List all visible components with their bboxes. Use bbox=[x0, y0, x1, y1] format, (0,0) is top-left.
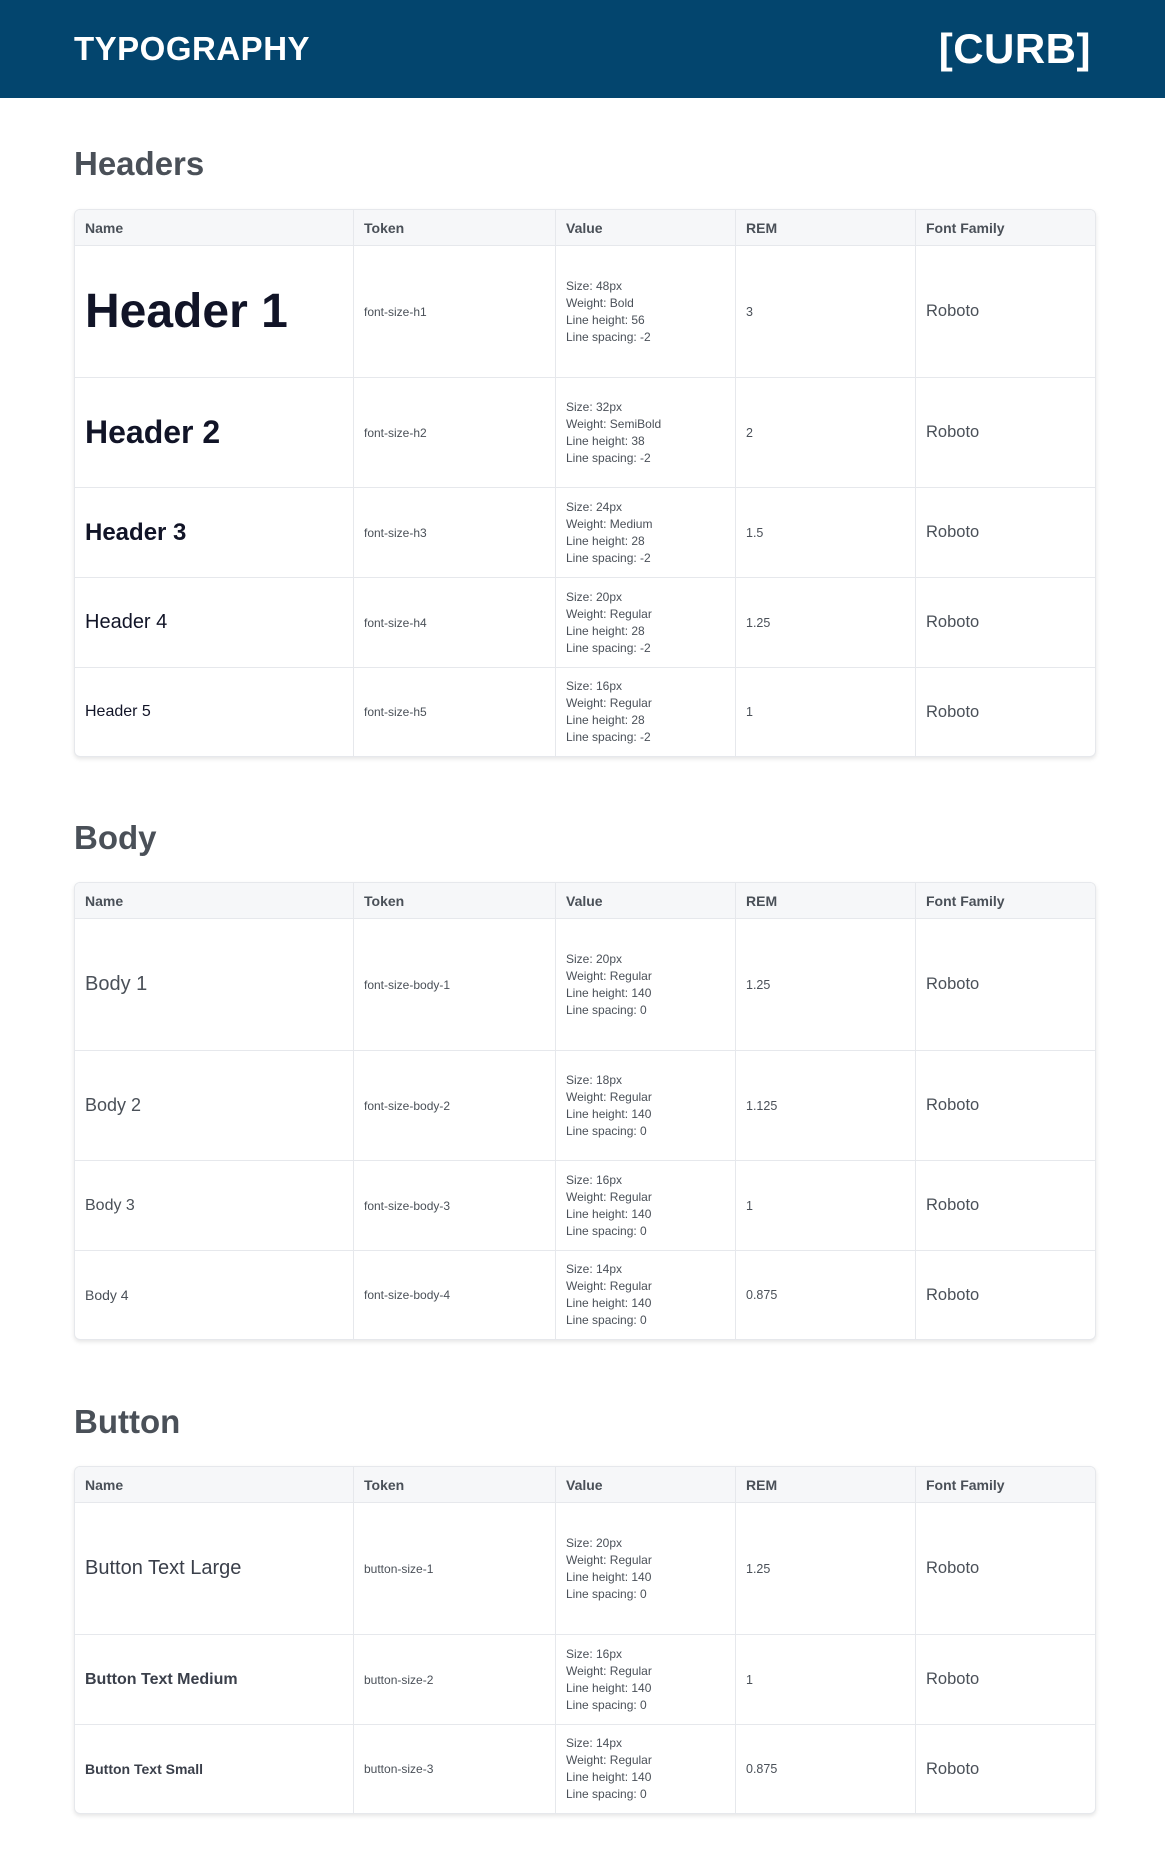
column-header-value: Value bbox=[555, 1467, 735, 1502]
value-line-height: Line height: 140 bbox=[566, 1106, 652, 1121]
column-header-rem: REM bbox=[735, 883, 915, 918]
value-line-height: Line height: 28 bbox=[566, 713, 645, 727]
table-row bbox=[75, 487, 1095, 577]
type-rem: 1.5 bbox=[746, 525, 764, 540]
button-section bbox=[74, 1394, 1094, 1801]
headers-table bbox=[74, 209, 1096, 757]
value-line-spacing: Line spacing: 0 bbox=[566, 1123, 647, 1138]
type-token: button-size-1 bbox=[364, 1561, 434, 1576]
value-size: Size: 16px bbox=[566, 1646, 623, 1661]
top-bar bbox=[0, 0, 1165, 98]
value-weight: Weight: Regular bbox=[566, 1552, 652, 1567]
type-rem: 1.125 bbox=[746, 1098, 778, 1113]
column-header-font-family: Font Family bbox=[915, 883, 1095, 918]
column-header-font-family: Font Family bbox=[915, 210, 1095, 245]
table-row bbox=[75, 1634, 1095, 1724]
type-name: Header 2 bbox=[85, 414, 221, 450]
value-size: Size: 16px bbox=[566, 679, 623, 693]
type-name: Header 5 bbox=[85, 703, 151, 720]
type-token: font-size-body-3 bbox=[364, 1198, 451, 1213]
type-token: font-size-h3 bbox=[364, 525, 427, 540]
value-weight: Weight: Regular bbox=[566, 606, 652, 621]
value-line-height: Line height: 140 bbox=[566, 1680, 652, 1695]
type-token: font-size-h1 bbox=[364, 304, 427, 319]
table-row bbox=[75, 667, 1095, 756]
type-value bbox=[555, 919, 735, 1050]
column-header-font-family: Font Family bbox=[915, 1467, 1095, 1502]
type-font-family: Roboto bbox=[926, 1096, 980, 1114]
type-name: Body 4 bbox=[85, 1287, 129, 1303]
type-rem: 1.25 bbox=[746, 615, 771, 630]
body-section bbox=[74, 810, 1094, 1327]
value-line-spacing: Line spacing: 0 bbox=[566, 1787, 647, 1801]
type-name: Body 2 bbox=[85, 1095, 142, 1115]
type-font-family: Roboto bbox=[926, 1759, 980, 1778]
type-font-family: Roboto bbox=[926, 423, 980, 441]
type-value bbox=[555, 1635, 735, 1724]
curb-logo: [CURB] bbox=[938, 25, 1091, 72]
type-rem: 1 bbox=[746, 1198, 753, 1213]
type-rem: 1 bbox=[746, 1672, 753, 1687]
button-table bbox=[74, 1466, 1096, 1814]
value-line-height: Line height: 28 bbox=[566, 623, 645, 638]
type-name: Body 3 bbox=[85, 1196, 135, 1214]
type-token: button-size-2 bbox=[364, 1672, 434, 1687]
column-header-value: Value bbox=[555, 210, 735, 245]
value-line-spacing: Line spacing: 0 bbox=[566, 1313, 647, 1327]
type-value bbox=[555, 378, 735, 487]
type-token: font-size-h5 bbox=[364, 705, 427, 719]
value-line-height: Line height: 38 bbox=[566, 433, 645, 448]
type-rem: 2 bbox=[746, 425, 753, 440]
type-value bbox=[555, 488, 735, 577]
type-font-family: Roboto bbox=[926, 302, 980, 320]
type-value bbox=[555, 1503, 735, 1634]
column-header-token: Token bbox=[353, 883, 555, 918]
section-title: Button bbox=[74, 1403, 181, 1440]
value-weight: Weight: Regular bbox=[566, 1753, 652, 1767]
table-row bbox=[75, 245, 1095, 377]
value-size: Size: 18px bbox=[566, 1072, 623, 1087]
type-font-family: Roboto bbox=[926, 1196, 980, 1214]
value-size: Size: 32px bbox=[566, 399, 623, 414]
value-line-spacing: Line spacing: 0 bbox=[566, 1697, 647, 1712]
type-value bbox=[555, 1725, 735, 1813]
column-header-rem: REM bbox=[735, 210, 915, 245]
type-rem: 1.25 bbox=[746, 1561, 771, 1576]
type-token: font-size-h4 bbox=[364, 615, 427, 630]
type-font-family: Roboto bbox=[926, 702, 980, 721]
value-size: Size: 16px bbox=[566, 1172, 623, 1187]
table-header-row bbox=[75, 1467, 1095, 1502]
type-value bbox=[555, 578, 735, 667]
type-font-family: Roboto bbox=[926, 1285, 980, 1304]
type-rem: 3 bbox=[746, 304, 753, 319]
value-weight: Weight: Regular bbox=[566, 1189, 652, 1204]
type-font-family: Roboto bbox=[926, 1559, 980, 1577]
type-rem: 1 bbox=[746, 705, 753, 719]
value-line-spacing: Line spacing: 0 bbox=[566, 1586, 647, 1601]
table-row bbox=[75, 1250, 1095, 1339]
column-header-name: Name bbox=[85, 219, 124, 236]
type-name: Button Text Small bbox=[85, 1761, 203, 1777]
value-size: Size: 14px bbox=[566, 1736, 623, 1750]
column-header-name: Name bbox=[85, 1476, 124, 1493]
value-size: Size: 24px bbox=[566, 499, 623, 514]
table-header-row bbox=[75, 210, 1095, 245]
column-header-name: Name bbox=[85, 892, 124, 909]
value-line-spacing: Line spacing: 0 bbox=[566, 1223, 647, 1238]
value-weight: Weight: Medium bbox=[566, 516, 653, 531]
type-token: font-size-body-2 bbox=[364, 1098, 451, 1113]
table-row bbox=[75, 1502, 1095, 1634]
value-line-height: Line height: 140 bbox=[566, 1569, 652, 1584]
column-header-rem: REM bbox=[735, 1467, 915, 1502]
value-line-height: Line height: 140 bbox=[566, 1770, 652, 1784]
type-font-family: Roboto bbox=[926, 523, 980, 541]
value-line-height: Line height: 140 bbox=[566, 1296, 652, 1310]
headers-section bbox=[74, 136, 1094, 744]
value-line-spacing: Line spacing: -2 bbox=[566, 329, 651, 344]
type-value bbox=[555, 1051, 735, 1160]
type-font-family: Roboto bbox=[926, 613, 980, 631]
value-line-spacing: Line spacing: -2 bbox=[566, 730, 651, 744]
page-title: TYPOGRAPHY bbox=[74, 30, 311, 67]
value-line-height: Line height: 140 bbox=[566, 985, 652, 1000]
value-weight: Weight: Regular bbox=[566, 1663, 652, 1678]
value-weight: Weight: Regular bbox=[566, 696, 652, 710]
body-table bbox=[74, 882, 1096, 1340]
section-title: Body bbox=[74, 819, 157, 856]
value-size: Size: 14px bbox=[566, 1262, 623, 1276]
column-header-token: Token bbox=[353, 210, 555, 245]
value-weight: Weight: Regular bbox=[566, 1089, 652, 1104]
type-token: button-size-3 bbox=[364, 1762, 434, 1776]
column-header-token: Token bbox=[353, 1467, 555, 1502]
table-row bbox=[75, 377, 1095, 487]
value-weight: Weight: Regular bbox=[566, 1279, 652, 1293]
type-value bbox=[555, 1161, 735, 1250]
value-line-height: Line height: 28 bbox=[566, 533, 645, 548]
type-value bbox=[555, 1251, 735, 1339]
table-row bbox=[75, 918, 1095, 1050]
type-token: font-size-body-4 bbox=[364, 1288, 451, 1302]
value-line-spacing: Line spacing: -2 bbox=[566, 450, 651, 465]
value-line-height: Line height: 140 bbox=[566, 1206, 652, 1221]
type-name: Body 1 bbox=[85, 973, 148, 995]
type-name: Header 3 bbox=[85, 518, 187, 546]
type-rem: 0.875 bbox=[746, 1762, 778, 1776]
value-size: Size: 20px bbox=[566, 1535, 623, 1550]
value-line-spacing: Line spacing: -2 bbox=[566, 640, 651, 655]
value-line-spacing: Line spacing: -2 bbox=[566, 550, 651, 565]
type-font-family: Roboto bbox=[926, 975, 980, 993]
type-value bbox=[555, 246, 735, 377]
value-line-height: Line height: 56 bbox=[566, 312, 645, 327]
type-value bbox=[555, 668, 735, 756]
type-token: font-size-body-1 bbox=[364, 977, 451, 992]
type-rem: 1.25 bbox=[746, 977, 771, 992]
table-row bbox=[75, 1050, 1095, 1160]
value-size: Size: 20px bbox=[566, 951, 623, 966]
type-name: Header 1 bbox=[85, 285, 288, 338]
type-font-family: Roboto bbox=[926, 1670, 980, 1688]
column-header-value: Value bbox=[555, 883, 735, 918]
type-name: Button Text Large bbox=[85, 1557, 242, 1579]
type-rem: 0.875 bbox=[746, 1288, 778, 1302]
section-title: Headers bbox=[74, 145, 205, 182]
value-line-spacing: Line spacing: 0 bbox=[566, 1002, 647, 1017]
value-weight: Weight: Bold bbox=[566, 295, 634, 310]
table-row bbox=[75, 1160, 1095, 1250]
table-row bbox=[75, 1724, 1095, 1813]
value-weight: Weight: Regular bbox=[566, 968, 652, 983]
value-size: Size: 20px bbox=[566, 589, 623, 604]
table-row bbox=[75, 577, 1095, 667]
type-token: font-size-h2 bbox=[364, 425, 427, 440]
type-name: Button Text Medium bbox=[85, 1670, 238, 1688]
value-size: Size: 48px bbox=[566, 278, 623, 293]
value-weight: Weight: SemiBold bbox=[566, 416, 662, 431]
table-header-row bbox=[75, 883, 1095, 918]
type-name: Header 4 bbox=[85, 611, 168, 633]
